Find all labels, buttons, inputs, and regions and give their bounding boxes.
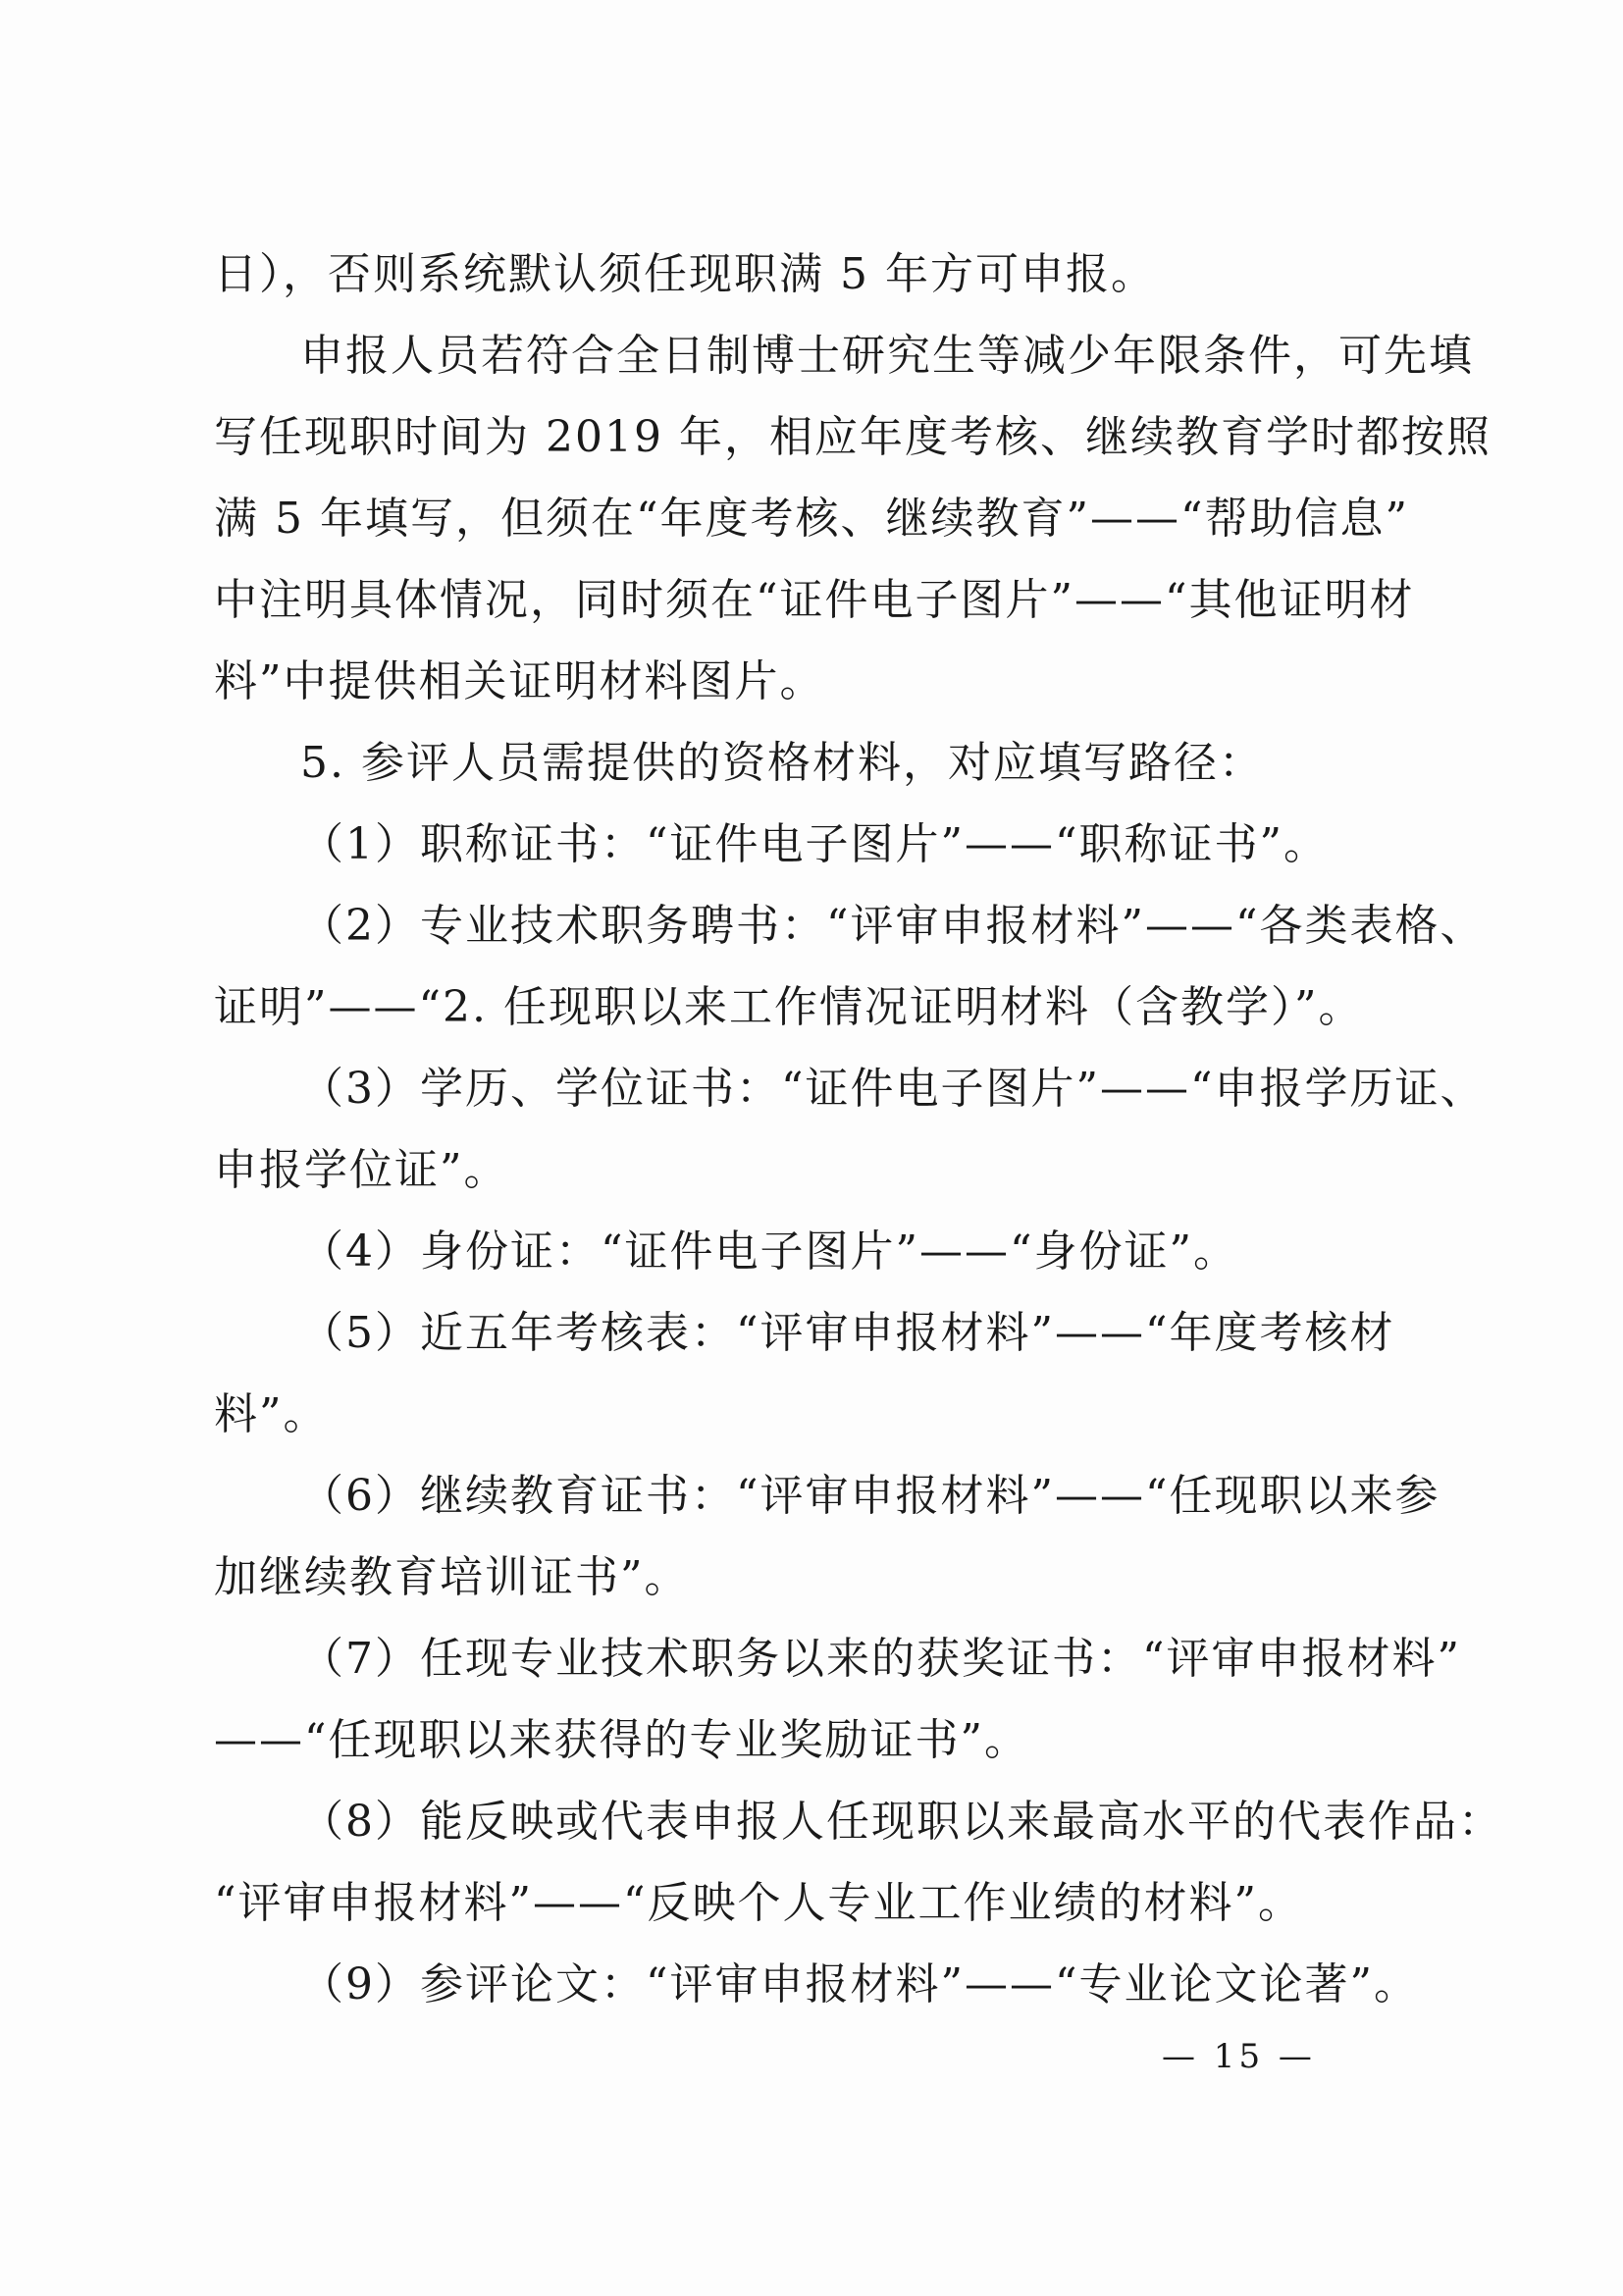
text-line-3: 写任现职时间为 2019 年，相应年度考核、继续教育学时都按照 [214, 412, 1492, 462]
text-line-22: （9）参评论文：“评审申报材料”——“专业论文论著”。 [300, 1959, 1419, 2009]
page-number: — 15 — [1162, 2037, 1316, 2076]
text-line-8: （1）职称证书：“证件电子图片”——“职称证书”。 [300, 819, 1329, 869]
text-line-13: （4）身份证：“证件电子图片”——“身份证”。 [300, 1226, 1238, 1277]
text-line-2: 申报人员若符合全日制博士研究生等减少年限条件，可先填 [300, 331, 1474, 381]
text-line-16: （6）继续教育证书：“评审申报材料”——“任现职以来参 [300, 1471, 1440, 1521]
text-line-14: （5）近五年考核表：“评审申报材料”——“年度考核材 [300, 1308, 1395, 1358]
document-body [214, 234, 1503, 2025]
text-line-11: （3）学历、学位证书：“证件电子图片”——“申报学历证、 [300, 1064, 1486, 1114]
text-line-6: 料”中提供相关证明材料图片。 [214, 656, 825, 706]
text-line-19: ——“任现职以来获得的专业奖励证书”。 [214, 1715, 1029, 1765]
text-line-18: （7）任现专业技术职务以来的获奖证书：“评审申报材料” [300, 1634, 1461, 1684]
text-line-7: 5. 参评人员需提供的资格材料，对应填写路径： [300, 738, 1264, 788]
text-line-15: 料”。 [214, 1389, 329, 1439]
text-line-17: 加继续教育培训证书”。 [214, 1552, 690, 1602]
text-line-20: （8）能反映或代表申报人任现职以来最高水平的代表作品： [300, 1797, 1503, 1847]
text-line-1: 日），否则系统默认须任现职满 5 年方可申报。 [214, 249, 1156, 299]
text-line-5: 中注明具体情况，同时须在“证件电子图片”——“其他证明材 [214, 575, 1415, 625]
text-line-4: 满 5 年填写，但须在“年度考核、继续教育”——“帮助信息” [214, 494, 1409, 544]
text-line-12: 申报学位证”。 [214, 1145, 509, 1195]
text-line-21: “评审申报材料”——“反映个人专业工作业绩的材料”。 [214, 1878, 1303, 1928]
text-line-9: （2）专业技术职务聘书：“评审申报材料”——“各类表格、 [300, 901, 1486, 951]
text-line-10: 证明”——“2. 任现职以来工作情况证明材料（含教学）”。 [214, 982, 1364, 1032]
